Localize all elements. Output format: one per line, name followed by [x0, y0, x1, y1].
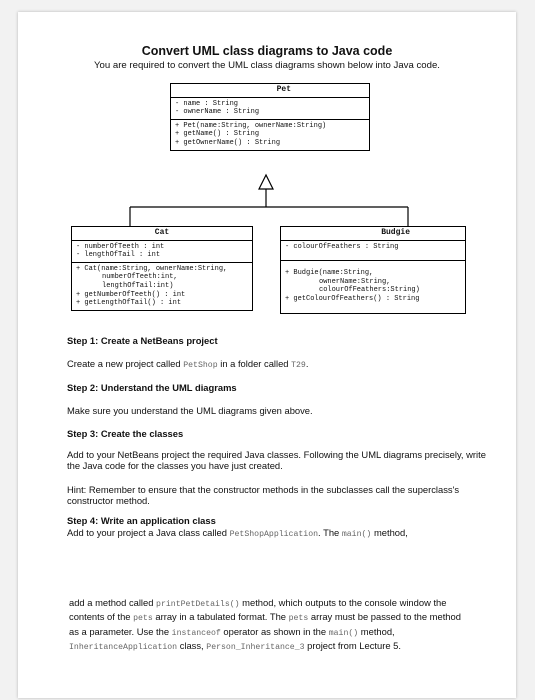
hint-text: Hint: Remember to ensure that the constructor methods in the subclasses call the superclass's constructor method.	[67, 484, 460, 507]
code-inline: pets	[133, 614, 153, 624]
text: . The	[318, 527, 342, 538]
text: Add to your project a Java class called	[67, 527, 230, 538]
uml-class-name: Pet	[171, 84, 369, 98]
code-inline: InheritanceApplication	[69, 642, 178, 652]
code-inline: PetShopApplication	[229, 530, 319, 539]
uml-attribute: - ownerName : String	[175, 108, 260, 117]
code-inline: Person_Inheritance_3	[206, 642, 305, 652]
code-inline: T29	[291, 361, 306, 370]
document-subtitle: You are required to convert the UML class diagrams shown below into Java code.	[94, 60, 440, 71]
text: class,	[177, 639, 207, 651]
text: .	[305, 358, 309, 369]
code-inline: PetShop	[183, 361, 218, 370]
text: array must be passed to the method as a parameter. Use the	[69, 611, 461, 637]
uml-method-continuation: colourOfFeathers:String)	[319, 286, 420, 295]
uml-attribute: - name : String	[175, 99, 239, 108]
uml-method-continuation: numberOfTeeth:int,	[102, 273, 178, 282]
uml-method: + getColourOfFeathers() : String	[285, 294, 420, 303]
inheritance-connector	[18, 12, 516, 252]
text: method,	[358, 625, 395, 637]
final-paragraph	[69, 597, 465, 654]
uml-methods	[281, 261, 465, 312]
uml-method-continuation: lengthOfTail:int)	[102, 281, 174, 290]
uml-class-name: Cat	[72, 227, 252, 241]
code-inline: pets	[288, 614, 309, 624]
text: add a method called	[69, 597, 157, 608]
uml-method: + Budgie(name:String,	[285, 269, 374, 278]
document-title: Convert UML class diagrams to Java code	[141, 44, 393, 58]
uml-method: + getName() : String	[175, 130, 260, 139]
code-inline: instanceof	[171, 628, 221, 638]
step3-heading: Step 3: Create the classes	[67, 428, 184, 439]
uml-attribute: - colourOfFeathers : String	[285, 242, 399, 251]
uml-attribute: - lengthOfTail : int	[76, 251, 161, 260]
step3-text: Add to your NetBeans project the required Java classes. Following the UML diagrams precisely, write the Java code for the classes you have just created.	[67, 449, 486, 472]
document-page	[18, 12, 516, 698]
text: array in a tabulated format. The	[152, 611, 289, 623]
uml-attribute: - numberOfTeeth : int	[76, 242, 165, 251]
uml-method: + getOwnerName() : String	[175, 138, 281, 147]
text: in a folder called	[217, 358, 292, 369]
text: project from Lecture 5.	[304, 639, 401, 651]
uml-method: + Pet(name:String, ownerName:String)	[175, 121, 327, 130]
text: method, which outputs to the console window the contents of the	[69, 597, 447, 623]
step2-text: Make sure you understand the UML diagrams given above.	[67, 405, 313, 416]
uml-method-continuation: ownerName:String,	[319, 277, 391, 286]
uml-method: + getNumberOfTeeth() : int	[76, 290, 186, 299]
uml-class-name: Budgie	[281, 227, 465, 241]
uml-attributes	[281, 241, 465, 262]
text: Create a new project called	[67, 358, 184, 369]
uml-class-budgie	[280, 226, 466, 314]
step4-text	[67, 527, 487, 540]
code-inline: main()	[328, 628, 359, 638]
text: operator as shown in the	[220, 625, 329, 637]
step1-text	[67, 358, 487, 371]
uml-attributes	[72, 241, 252, 263]
uml-methods	[72, 263, 252, 310]
uml-class-cat	[71, 226, 253, 311]
code-inline: main()	[341, 530, 372, 539]
code-inline: printPetDetails()	[156, 600, 240, 609]
uml-method: + getLengthOfTail() : int	[76, 299, 182, 308]
step4-heading: Step 4: Write an application class	[67, 515, 216, 526]
step2-heading: Step 2: Understand the UML diagrams	[67, 382, 237, 393]
step1-heading: Step 1: Create a NetBeans project	[67, 335, 218, 346]
uml-method: + Cat(name:String, ownerName:String,	[76, 264, 228, 273]
text: method,	[371, 527, 408, 538]
